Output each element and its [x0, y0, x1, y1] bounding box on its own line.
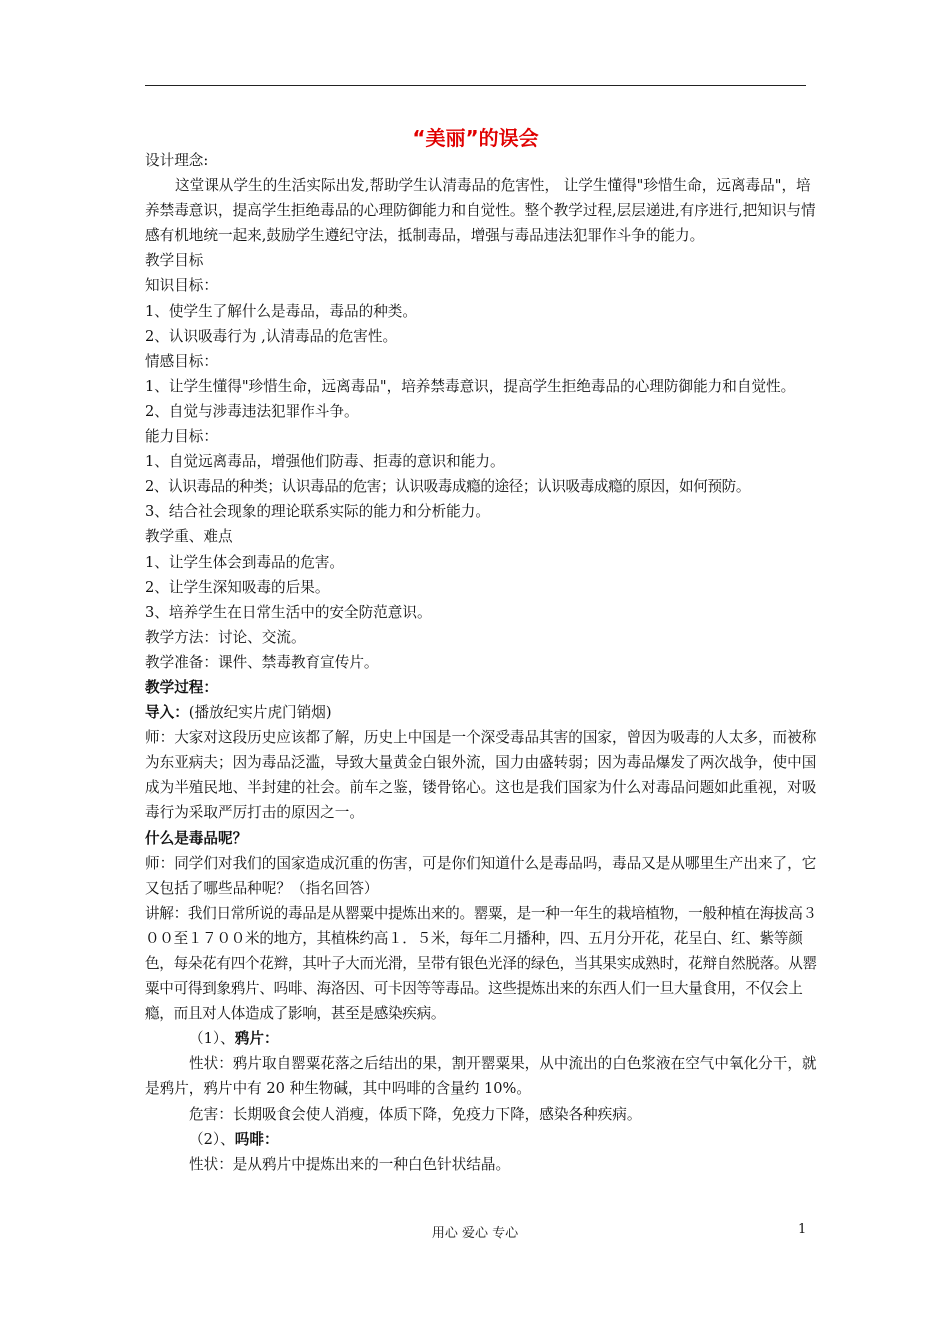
list-item: 1、让学生懂得"珍惜生命，远离毒品"，培养禁毒意识，提高学生拒绝毒品的心理防御能力和自觉性。 — [145, 377, 796, 395]
subsection-heading: 情感目标： — [145, 352, 218, 370]
page-number: 1 — [798, 1222, 807, 1237]
section-heading: 教学过程： — [145, 678, 218, 696]
list-item: 3、培养学生在日常生活中的安全防范意识。 — [145, 603, 432, 621]
paragraph: 性状：是从鸦片中提炼出来的一种白色针状结晶。 — [189, 1155, 511, 1173]
paragraph: 教学方法：讨论、交流。 — [145, 628, 306, 646]
subsection-heading — [145, 1127, 817, 1152]
document-body — [145, 148, 817, 1177]
section-heading: 什么是毒品呢？ — [145, 829, 248, 847]
paragraph: 教学准备：课件、禁毒教育宣传片。 — [145, 653, 379, 671]
item-number: （1）、 — [189, 1030, 235, 1048]
section-heading: 教学重、难点 — [145, 528, 233, 546]
list-item: 1、使学生了解什么是毒品，毒品的种类。 — [145, 302, 417, 320]
list-item: 1、自觉远离毒品，增强他们防毒、拒毒的意识和能力。 — [145, 453, 505, 471]
section-heading: 教学目标 — [145, 252, 204, 270]
paragraph — [145, 700, 817, 725]
list-item: 2、让学生深知吸毒的后果。 — [145, 578, 330, 596]
list-item: 1、让学生体会到毒品的危害。 — [145, 553, 345, 571]
paragraph: 讲解：我们日常所说的毒品是从罂粟中提炼出来的。罂粟，是一种一年生的栽培植物，一般种植在海拔高３００至１７００米的地方，其植株约高１．５米，每年二月播种，四、五月分开花，花呈白、红、紫等颜色，每朵花有四个花辫，其叶子大而光滑，呈带有银色光泽的绿色，当其果实成熟时，花辩自然脱落。从罂粟中可得到象鸦片、吗啡、海洛因、可卡因等等毒品。这些提炼出来的东西人们一旦大量食用，不仅会上瘾，而且对人体造成了影响，甚至是感染疾病。 — [145, 904, 817, 1023]
item-title: 鸦片： — [234, 1030, 279, 1048]
intro-text: (播放纪实片虎门销烟) — [188, 704, 332, 722]
item-number: （2）、 — [189, 1130, 235, 1148]
paragraph: 这堂课从学生的生活实际出发,帮助学生认清毒品的危害性， 让学生懂得"珍惜生命，远离毒品"，培养禁毒意识，提高学生拒绝毒品的心理防御能力和自觉性。整个教学过程,层层递进,有序进行,把知识与情感有机地统一起来,鼓励学生遵纪守法，抵制毒品，增强与毒品违法犯罪作斗争的能力。 — [145, 177, 816, 245]
subsection-heading — [145, 1026, 817, 1051]
paragraph: 性状：鸦片取自罂粟花落之后结出的果，割开罂粟果，从中流出的白色浆液在空气中氧化分干，就是鸦片，鸦片中有 20 种生物碱，其中吗啡的含量约 10%。 — [145, 1055, 817, 1098]
list-item: 3、结合社会现象的理论联系实际的能力和分析能力。 — [145, 503, 490, 521]
paragraph: 师：同学们对我们的国家造成沉重的伤害，可是你们知道什么是毒品吗，毒品又是从哪里生产出来了，它又包括了哪些品种呢？（指名回答） — [145, 854, 817, 897]
subsection-heading: 知识目标： — [145, 277, 218, 295]
list-item: 2、认识吸毒行为 ,认清毒品的危害性。 — [145, 327, 398, 345]
list-item: 2、自觉与涉毒违法犯罪作斗争。 — [145, 402, 359, 420]
list-item: 2、认识毒品的种类；认识毒品的危害；认识吸毒成瘾的途径；认识吸毒成瘾的原因，如何预防。 — [145, 478, 751, 496]
section-heading: 设计理念: — [145, 152, 209, 169]
page-title: “美丽”的误会 — [412, 126, 539, 150]
subsection-heading: 能力目标： — [145, 428, 218, 446]
paragraph: 危害：长期吸食会使人消瘦，体质下降，免疫力下降，感染各种疾病。 — [189, 1105, 642, 1123]
paragraph: 师：大家对这段历史应该都了解，历史上中国是一个深受毒品其害的国家，曾因为吸毒的人太多，而被称为东亚病夫；因为毒品泛滥，导致大量黄金白银外流，国力由盛转弱；因为毒品爆发了两次战争，使中国成为半殖民地、半封建的社会。前车之鉴，镂骨铭心。这也是我们国家为什么对毒品问题如此重视，对吸毒行为采取严厉打击的原因之一。 — [145, 729, 817, 822]
intro-label: 导入： — [145, 704, 189, 722]
footer-slogan: 用心 爱心 专心 — [431, 1226, 519, 1241]
header-rule — [145, 85, 806, 86]
item-title: 吗啡： — [234, 1130, 279, 1148]
